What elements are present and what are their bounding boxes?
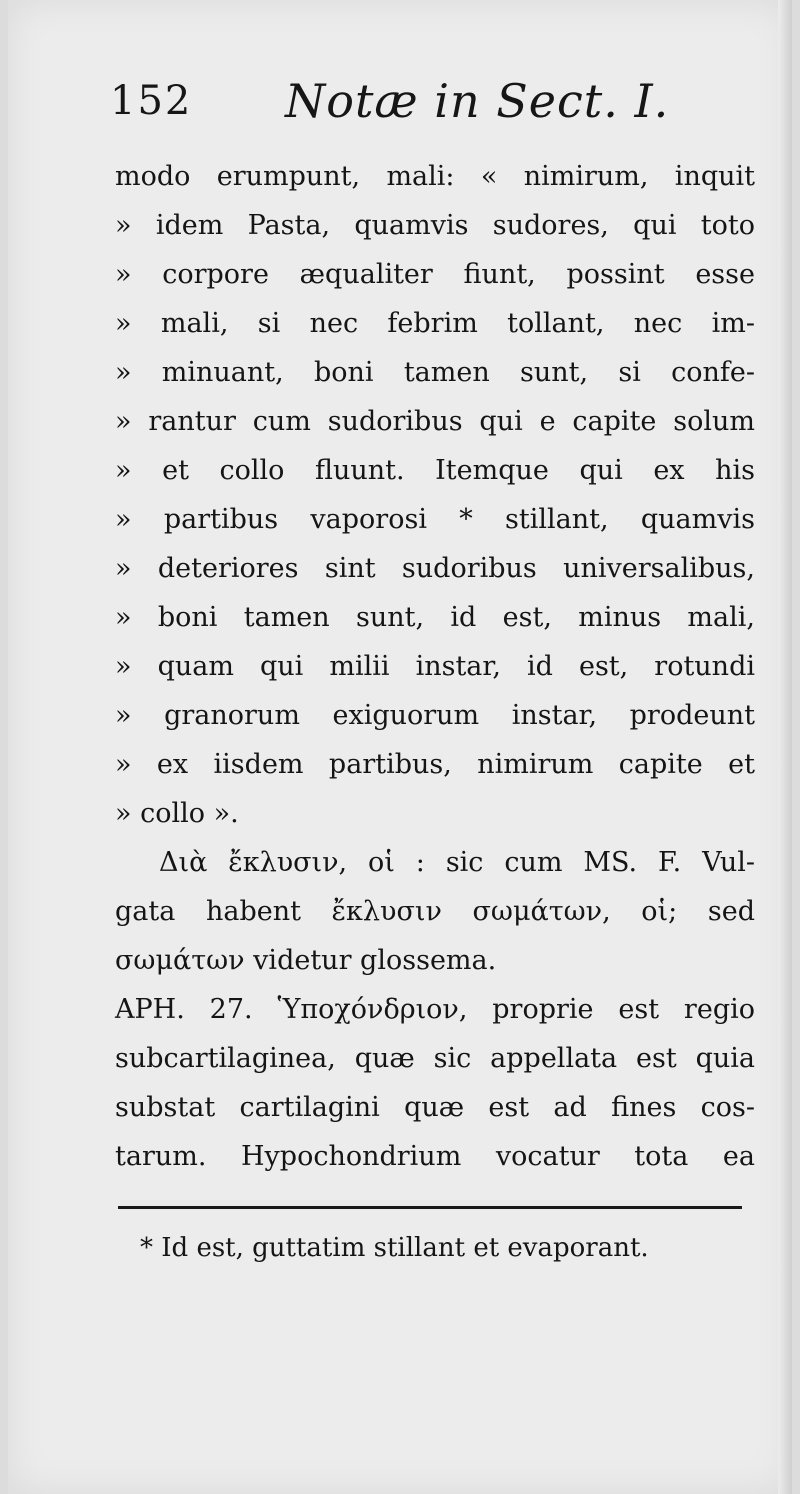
text-line: modo erumpunt, mali: « nimirum, inquit: [115, 161, 755, 192]
text-line: » granorum exiguorum instar, prodeunt: [115, 700, 755, 731]
text-line: » minuant, boni tamen sunt, si confe-: [115, 357, 755, 388]
text-line: subcartilaginea, quæ sic appellata est quia: [115, 1043, 755, 1074]
text-line: substat cartilagini quæ est ad fines cos-: [115, 1092, 755, 1123]
text-line: » mali, si nec febrim tollant, nec im-: [115, 308, 755, 339]
text-line: tarum. Hypochondrium vocatur tota ea: [115, 1141, 755, 1172]
text-line: » quam qui milii instar, id est, rotundi: [115, 651, 755, 682]
footnote: * Id est, guttatim stillant et evaporant.: [140, 1233, 649, 1263]
text-line: » deteriores sint sudoribus universalibus,: [115, 553, 755, 584]
footnote-rule: [118, 1206, 742, 1209]
text-line: » ex iisdem partibus, nimirum capite et: [115, 749, 755, 780]
page-number: 152: [110, 78, 193, 124]
text-line: » collo ».: [115, 798, 239, 829]
text-line: APH. 27. Ὑποχόνδριον, proprie est regio: [115, 994, 755, 1025]
page-edge-shadow: [778, 0, 792, 1494]
text-line: » et collo fluunt. Itemque qui ex his: [115, 455, 755, 486]
text-line: » boni tamen sunt, id est, minus mali,: [115, 602, 755, 633]
text-line: gata habent ἔκλυσιν σωμάτων, οἱ; sed: [115, 896, 755, 927]
page-header: [110, 72, 750, 136]
text-line: Διὰ ἔκλυσιν, οἱ : sic cum MS. F. Vul-: [159, 847, 755, 878]
text-line: » rantur cum sudoribus qui e capite solum: [115, 406, 755, 437]
text-line: σωμάτων videtur glossema.: [115, 945, 497, 976]
text-line: » corpore æqualiter fiunt, possint esse: [115, 259, 755, 290]
text-line: » partibus vaporosi * stillant, quamvis: [115, 504, 755, 535]
text-line: » idem Pasta, quamvis sudores, qui toto: [115, 210, 755, 241]
body-text: [115, 152, 755, 1181]
running-title: Notæ in Sect. I.: [285, 74, 670, 128]
